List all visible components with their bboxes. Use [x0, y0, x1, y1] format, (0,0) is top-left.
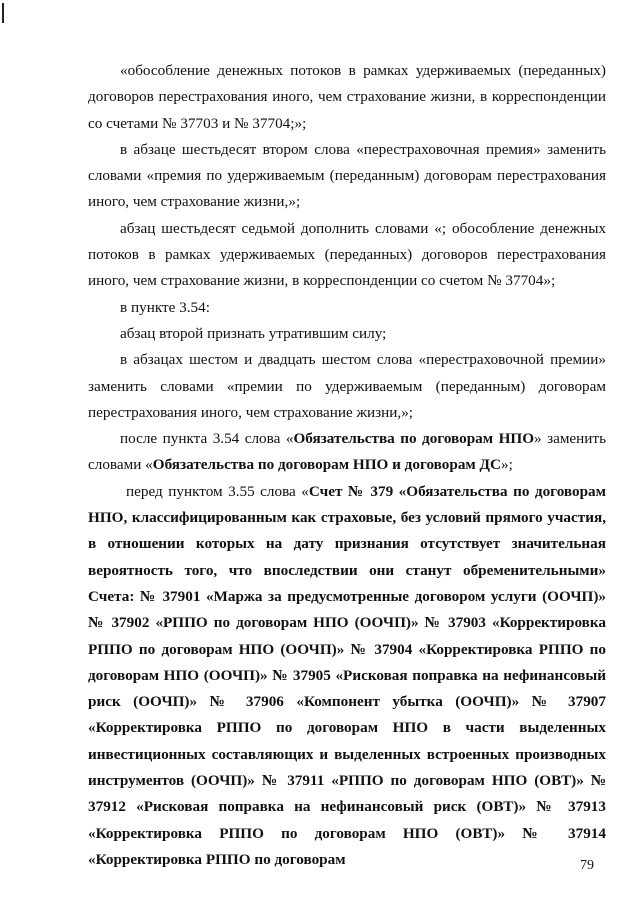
paragraph-4	[88, 295, 606, 321]
text-run: »;	[500, 456, 513, 474]
text-run: перед пунктом 3.55 слова «	[126, 482, 309, 500]
paragraph-7	[88, 426, 606, 479]
bold-text-run: Обязательства по договорам НПО и договорам ДС	[152, 456, 501, 474]
document-body	[88, 58, 606, 873]
text-run: после пункта 3.54 слова «	[120, 430, 294, 448]
paragraph-6	[88, 347, 606, 426]
text-run: в пункте 3.54:	[120, 298, 210, 316]
page-number: 79	[580, 858, 594, 873]
text-run: в абзацах шестом и двадцать шестом слова «перестраховочной премии» заменить словами «премии по удерживаемым (переданным) договорам перестрахования иного, чем страхование жизни,»;	[88, 351, 606, 421]
bold-text-run: Обязательства по договорам НПО	[293, 430, 535, 448]
text-run: » заменить словами «	[88, 430, 606, 474]
paragraph-8	[88, 479, 606, 873]
text-run: «обособление денежных потоков в рамках удерживаемых (переданных) договоров перестрахования иного, чем страхование жизни, в корреспонденции со счетами № 37703 и № 37704;»;	[88, 62, 606, 132]
text-run: абзац шестьдесят седьмой дополнить словами «; обособление денежных потоков в рамках удерживаемых (переданных) договоров перестрахования иного, чем страхование жизни, в корреспонденции со счетом № 37704»;	[88, 219, 606, 290]
text-run: в абзаце шестьдесят втором слова «перестраховочная премия» заменить словами «премия по удерживаемым (переданным) договорам перестрахования иного, чем страхование жизни,»;	[88, 140, 606, 211]
bold-text-run: Счет № 379 «Обязательства по договорам НПО, классифицированным как страховые, без условий прямого участия, в отношении которых на дату признания отсутствует значительная вероятность того, что впоследствии они станут обременительными» Счета: № 37901 «Маржа за предусмотренные договором услуги (ООЧП)» № 37902 «РППО по договорам НПО (ООЧП)» № 37903 «Корректировка РППО по договорам НПО (ООЧП)» № 37904 «Корректировка РППО по договорам НПО (ООЧП)» № 37905 «Рисковая поправка на нефинансовый риск (ООЧП)» № 37906 «Компонент убытка (ООЧП)» № 37907 «Корректировка РППО по договорам НПО в части выделенных инвестиционных составляющих и выделенных встроенных производных инструментов (ООЧП)» № 37911 «РППО по договорам НПО (ОВТ)» № 37912 «Рисковая поправка на нефинансовый риск (ОВТ)» № 37913 «Корректировка РППО по договорам НПО (ОВТ)» № 37914 «Корректировка РППО по договорам	[88, 482, 606, 868]
paragraph-1	[88, 58, 606, 137]
paragraph-3	[88, 216, 606, 295]
text-run: абзац второй признать утратившим силу;	[120, 324, 387, 342]
paragraph-5	[88, 321, 606, 347]
paragraph-2	[88, 137, 606, 216]
margin-mark	[2, 3, 4, 23]
